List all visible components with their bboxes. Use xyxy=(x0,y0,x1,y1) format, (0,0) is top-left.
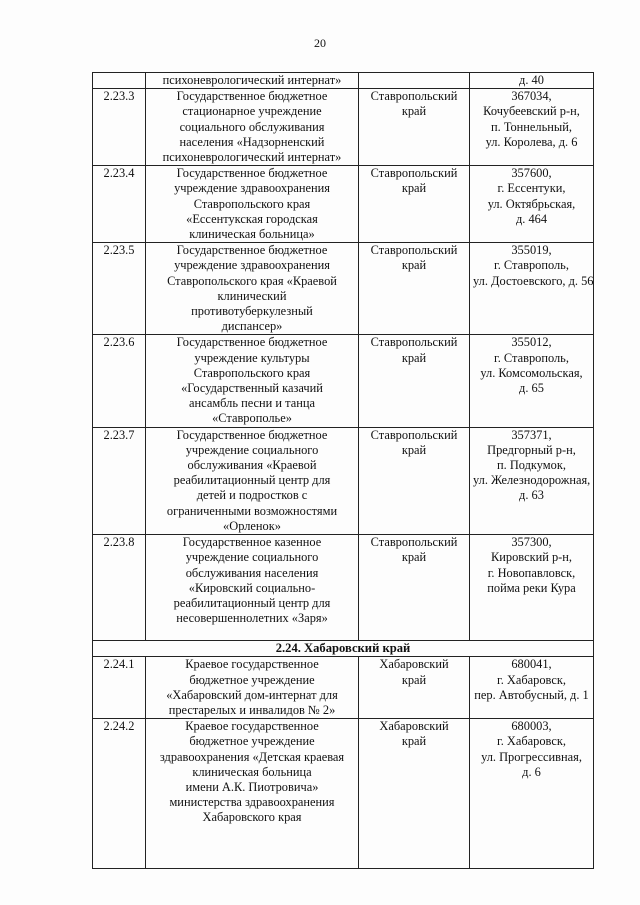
cell-address xyxy=(470,335,594,427)
cell-institution-name-line: «Ставрополье» xyxy=(212,411,292,426)
cell-address-line: г. Ставрополь, xyxy=(494,350,569,365)
section-header-row xyxy=(93,641,594,657)
cell-institution-name xyxy=(146,243,359,335)
cell-address-line: 357300, xyxy=(511,535,552,550)
cell-institution-name-line: учреждение здравоохранения xyxy=(174,181,330,196)
cell-institution-name-line: учреждение социального xyxy=(185,442,319,457)
cell-institution-name-line: несовершеннолетних «Заря» xyxy=(176,611,328,626)
cell-institution-name-line: учреждение здравоохранения xyxy=(174,258,330,273)
cell-institution-name-line: «Кировский социально- xyxy=(188,580,316,595)
cell-institution-name-line: бюджетное учреждение xyxy=(189,672,315,687)
cell-region-line: Ставропольский xyxy=(370,335,458,350)
cell-institution-name-line: «Ессентукская городская xyxy=(186,211,318,226)
cell-institution-name-line: имени А.К. Пиотровича» xyxy=(185,779,319,794)
cell-address-line: п. Тоннельный, xyxy=(491,119,572,134)
cell-address-line: ул. Достоевского, д. 56 xyxy=(473,273,594,288)
cell-institution-name-line: Ставропольского края xyxy=(193,196,311,211)
cell-institution-name-line: Государственное бюджетное xyxy=(176,335,328,350)
cell-address-line: г. Ставрополь, xyxy=(494,258,569,273)
cell-institution-name-line: клиническая больница» xyxy=(189,227,315,242)
cell-institution-name-line: реабилитационный центр для xyxy=(173,595,331,610)
cell-address-line: 355012, xyxy=(511,335,552,350)
cell-region-line: Ставропольский xyxy=(370,243,458,258)
cell-institution-name-line: обслуживания населения xyxy=(185,565,319,580)
cell-region-line: край xyxy=(401,181,427,196)
cell-institution-name-line: детей и подростков с xyxy=(196,488,308,503)
cell-region xyxy=(359,166,470,243)
cell-address-line: п. Подкумок, xyxy=(497,458,566,473)
cell-address xyxy=(470,427,594,534)
cell-region-line: Хабаровский xyxy=(379,719,449,734)
cell-institution-name-line: Государственное казенное xyxy=(182,535,322,550)
cell-address-line: г. Новопавловск, xyxy=(487,565,576,580)
table-row xyxy=(93,335,594,427)
cell-institution-name-line: бюджетное учреждение xyxy=(189,734,315,749)
cell-institution-name-line: Ставропольского края xyxy=(193,365,311,380)
cell-region-line: край xyxy=(401,104,427,119)
cell-address-line: д. 40 xyxy=(519,73,544,87)
cell-address-line: Кировский р-н, xyxy=(491,550,572,565)
cell-institution-name-line: диспансер» xyxy=(221,319,283,334)
cell-institution-name-line: психоневрологический интернат» xyxy=(162,73,342,87)
cell-address xyxy=(470,73,594,89)
cell-institution-name-line: Государственное бюджетное xyxy=(176,427,328,442)
cell-institution-name-line: здравоохранения «Детская краевая xyxy=(159,749,345,764)
cell-institution-name-line: обслуживания «Краевой xyxy=(187,458,317,473)
cell-number: 2.23.5 xyxy=(93,243,146,335)
cell-address-line: г. Хабаровск, xyxy=(497,734,566,749)
table-row xyxy=(93,166,594,243)
table-row xyxy=(93,719,594,869)
cell-institution-name-line: стационарное учреждение xyxy=(182,104,322,119)
cell-institution-name-line: «Хабаровский дом-интернат для xyxy=(166,687,338,702)
cell-institution-name-line: реабилитационный центр для xyxy=(173,473,331,488)
cell-institution-name xyxy=(146,166,359,243)
cell-institution-name-line: престарелых и инвалидов № 2» xyxy=(168,702,336,717)
cell-institution-name-line: учреждение социального xyxy=(185,550,319,565)
cell-institution-name xyxy=(146,719,359,869)
cell-institution-name-line: ансамбль песни и танца xyxy=(189,396,315,411)
cell-region-line: Хабаровский xyxy=(379,657,449,672)
cell-region xyxy=(359,335,470,427)
cell-address xyxy=(470,535,594,641)
cell-region-line: край xyxy=(401,550,427,565)
cell-institution-name-line: Государственное бюджетное xyxy=(176,89,328,104)
cell-region-line: Ставропольский xyxy=(370,89,458,104)
cell-number xyxy=(93,73,146,89)
cell-region xyxy=(359,427,470,534)
cell-region-line: край xyxy=(401,350,427,365)
table-row xyxy=(93,243,594,335)
cell-address xyxy=(470,657,594,719)
table-body xyxy=(93,73,594,869)
cell-number: 2.24.1 xyxy=(93,657,146,719)
cell-region xyxy=(359,89,470,166)
cell-institution-name xyxy=(146,657,359,719)
cell-address-line: ул. Королева, д. 6 xyxy=(485,134,578,149)
cell-institution-name xyxy=(146,335,359,427)
cell-region xyxy=(359,73,470,89)
institutions-table xyxy=(92,72,594,869)
cell-institution-name-line: ограниченными возможностями xyxy=(166,503,338,518)
cell-institution-name-line: населения «Надзорненский xyxy=(179,134,325,149)
cell-address xyxy=(470,166,594,243)
cell-region xyxy=(359,719,470,869)
cell-institution-name-line: Хабаровского края xyxy=(202,810,302,825)
cell-institution-name-line: клинический xyxy=(217,288,287,303)
cell-region-line: край xyxy=(401,258,427,273)
cell-address-line: Кочубеевский р-н, xyxy=(483,104,580,119)
cell-address-line: 367034, xyxy=(511,89,552,104)
cell-number: 2.23.3 xyxy=(93,89,146,166)
cell-institution-name-line: «Орленок» xyxy=(223,518,281,533)
cell-address xyxy=(470,719,594,869)
cell-address-line: д. 6 xyxy=(522,764,541,779)
cell-address xyxy=(470,89,594,166)
cell-region-line: Ставропольский xyxy=(370,535,458,550)
cell-institution-name xyxy=(146,427,359,534)
cell-institution-name-line: противотуберкулезный xyxy=(191,304,313,319)
table-row xyxy=(93,427,594,534)
cell-institution-name-line: клиническая больница xyxy=(192,764,312,779)
cell-institution-name-line: Краевое государственное xyxy=(185,657,319,672)
cell-institution-name xyxy=(146,73,359,89)
cell-institution-name xyxy=(146,535,359,641)
cell-institution-name-line: Краевое государственное xyxy=(185,719,319,734)
cell-region-line: край xyxy=(401,442,427,457)
cell-address-line: ул. Комсомольская, xyxy=(480,365,583,380)
cell-region-line: край xyxy=(401,672,427,687)
table-row xyxy=(93,89,594,166)
cell-institution-name-line: «Государственный казачий xyxy=(181,381,323,396)
cell-region xyxy=(359,657,470,719)
cell-address-line: д. 63 xyxy=(519,488,544,503)
cell-number: 2.24.2 xyxy=(93,719,146,869)
cell-address-line: 680003, xyxy=(511,719,552,734)
cell-address-line: 357600, xyxy=(511,166,552,181)
cell-institution-name-line: учреждение культуры xyxy=(194,350,310,365)
cell-number: 2.23.6 xyxy=(93,335,146,427)
cell-number: 2.23.8 xyxy=(93,535,146,641)
cell-address-line: Предгорный р-н, xyxy=(487,442,576,457)
cell-address-line: д. 65 xyxy=(519,381,544,396)
page-number: 20 xyxy=(314,36,326,50)
cell-address-line: 357371, xyxy=(511,427,552,442)
cell-institution-name xyxy=(146,89,359,166)
cell-institution-name-line: Государственное бюджетное xyxy=(176,243,328,258)
cell-address-line: пойма реки Кура xyxy=(487,580,576,595)
cell-region xyxy=(359,535,470,641)
cell-institution-name-line: Государственное бюджетное xyxy=(176,166,328,181)
cell-region-line: край xyxy=(401,734,427,749)
cell-address-line: 680041, xyxy=(511,657,552,672)
cell-number: 2.23.4 xyxy=(93,166,146,243)
cell-address-line: г. Ессентуки, xyxy=(497,181,566,196)
table-row xyxy=(93,73,594,89)
cell-institution-name-line: министерства здравоохранения xyxy=(169,795,335,810)
cell-address-line: д. 464 xyxy=(515,211,548,226)
cell-address-line: ул. Железнодорожная, xyxy=(473,473,591,488)
cell-address xyxy=(470,243,594,335)
cell-address-line: ул. Прогрессивная, xyxy=(481,749,582,764)
cell-address-line: 355019, xyxy=(511,243,552,258)
cell-address-line: г. Хабаровск, xyxy=(497,672,566,687)
cell-region-line: Ставропольский xyxy=(370,427,458,442)
cell-institution-name-line: социального обслуживания xyxy=(179,119,325,134)
cell-address-line: пер. Автобусный, д. 1 xyxy=(474,687,589,702)
section-title: 2.24. Хабаровский край xyxy=(93,641,594,657)
table-row xyxy=(93,657,594,719)
cell-region xyxy=(359,243,470,335)
cell-institution-name-line: психоневрологический интернат» xyxy=(162,150,342,165)
cell-institution-name-line: Ставропольского края «Краевой xyxy=(167,273,337,288)
table-row xyxy=(93,535,594,641)
cell-region-line: Ставропольский xyxy=(370,166,458,181)
cell-address-line: ул. Октябрьская, xyxy=(487,196,576,211)
cell-number: 2.23.7 xyxy=(93,427,146,534)
